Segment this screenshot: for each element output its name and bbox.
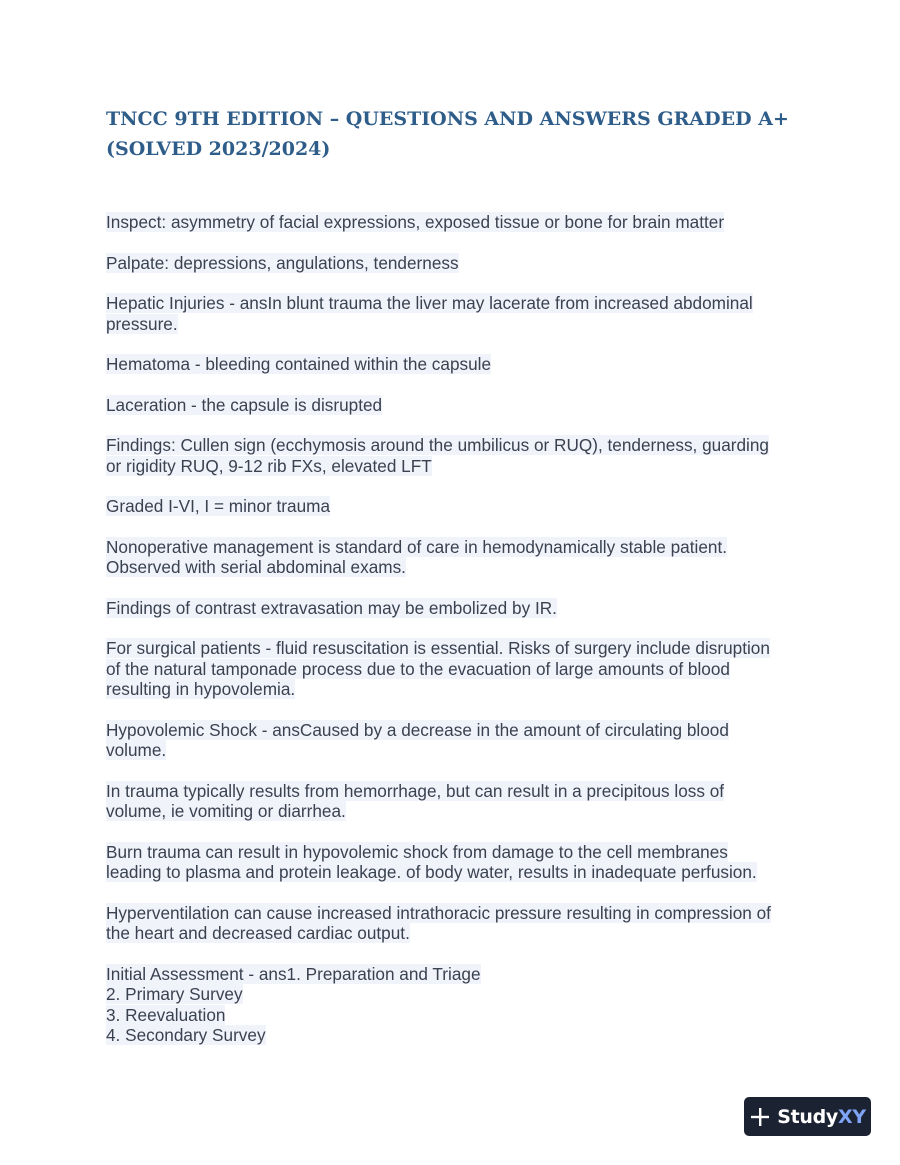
document-paragraph [106,212,806,233]
studyxy-watermark-badge[interactable] [744,1097,871,1136]
paragraph-line: Hypovolemic Shock - ansCaused by a decrease in the amount of circulating blood [106,719,729,740]
document-paragraph [106,496,806,517]
paragraph-line: or rigidity RUQ, 9-12 rib FXs, elevated LFT [106,455,432,476]
document-paragraph [106,720,806,761]
paragraph-line: 2. Primary Survey [106,984,243,1004]
paragraph-line: Hyperventilation can cause increased intrathoracic pressure resulting in compression of [106,902,771,923]
paragraph-line: Findings of contrast extravasation may be embolized by IR. [106,597,557,618]
document-paragraph [106,293,806,334]
document-paragraph [106,395,806,416]
brand-accent: XY [837,1105,866,1128]
document-paragraph [106,964,806,1046]
paragraph-line: Hematoma - bleeding contained within the capsule [106,354,492,374]
paragraph-line: Nonoperative management is standard of care in hemodynamically stable patient. [106,536,728,557]
paragraph-line: volume, ie vomiting or diarrhea. [106,801,346,821]
brand-main: Study [777,1105,838,1128]
paragraph-line: Initial Assessment - ans1. Preparation and Triage [106,963,481,984]
paragraph-line: volume. [106,740,167,760]
document-title: TNCC 9TH EDITION – QUESTIONS AND ANSWERS GRADED A+ (SOLVED 2023/2024) [106,108,789,160]
paragraph-line: the heart and decreased cardiac output. [106,923,410,943]
document-paragraph [106,903,806,944]
paragraph-line: Hepatic Injuries - ansIn blunt trauma the liver may lacerate from increased abdominal [106,293,753,313]
paragraph-line: leading to plasma and protein leakage. of body water, results in inadequate perfusion. [106,862,757,882]
paragraph-line: Graded I-VI, I = minor trauma [106,496,330,516]
document-body [106,212,806,1066]
document-paragraph [106,354,806,375]
paragraph-line: 4. Secondary Survey [106,1025,266,1045]
plus-icon [749,1106,771,1128]
paragraph-line: Observed with serial abdominal exams. [106,557,406,577]
document-paragraph [106,537,806,578]
document-paragraph [106,253,806,274]
document-paragraph [106,435,806,476]
studyxy-logo-text [777,1106,866,1128]
paragraph-line: pressure. [106,313,178,334]
document-paragraph [106,598,806,619]
paragraph-line: Inspect: asymmetry of facial expressions, exposed tissue or bone for brain matter [106,212,725,232]
paragraph-line: In trauma typically results from hemorrhage, but can result in a precipitous loss of [106,780,725,801]
paragraph-line: Laceration - the capsule is disrupted [106,394,383,415]
paragraph-line: of the natural tamponade process due to the evacuation of large amounts of blood [106,658,730,679]
paragraph-line: 3. Reevaluation [106,1004,226,1025]
paragraph-line: Findings: Cullen sign (ecchymosis around the umbilicus or RUQ), tenderness, guarding [106,435,769,455]
document-paragraph [106,638,806,700]
paragraph-line: resulting in hypovolemia. [106,679,296,699]
paragraph-line: Burn trauma can result in hypovolemic shock from damage to the cell membranes [106,841,728,862]
paragraph-line: For surgical patients - fluid resuscitation is essential. Risks of surgery include disruption [106,638,770,658]
paragraph-line: Palpate: depressions, angulations, tenderness [106,252,459,273]
document-paragraph [106,781,806,822]
document-paragraph [106,842,806,883]
